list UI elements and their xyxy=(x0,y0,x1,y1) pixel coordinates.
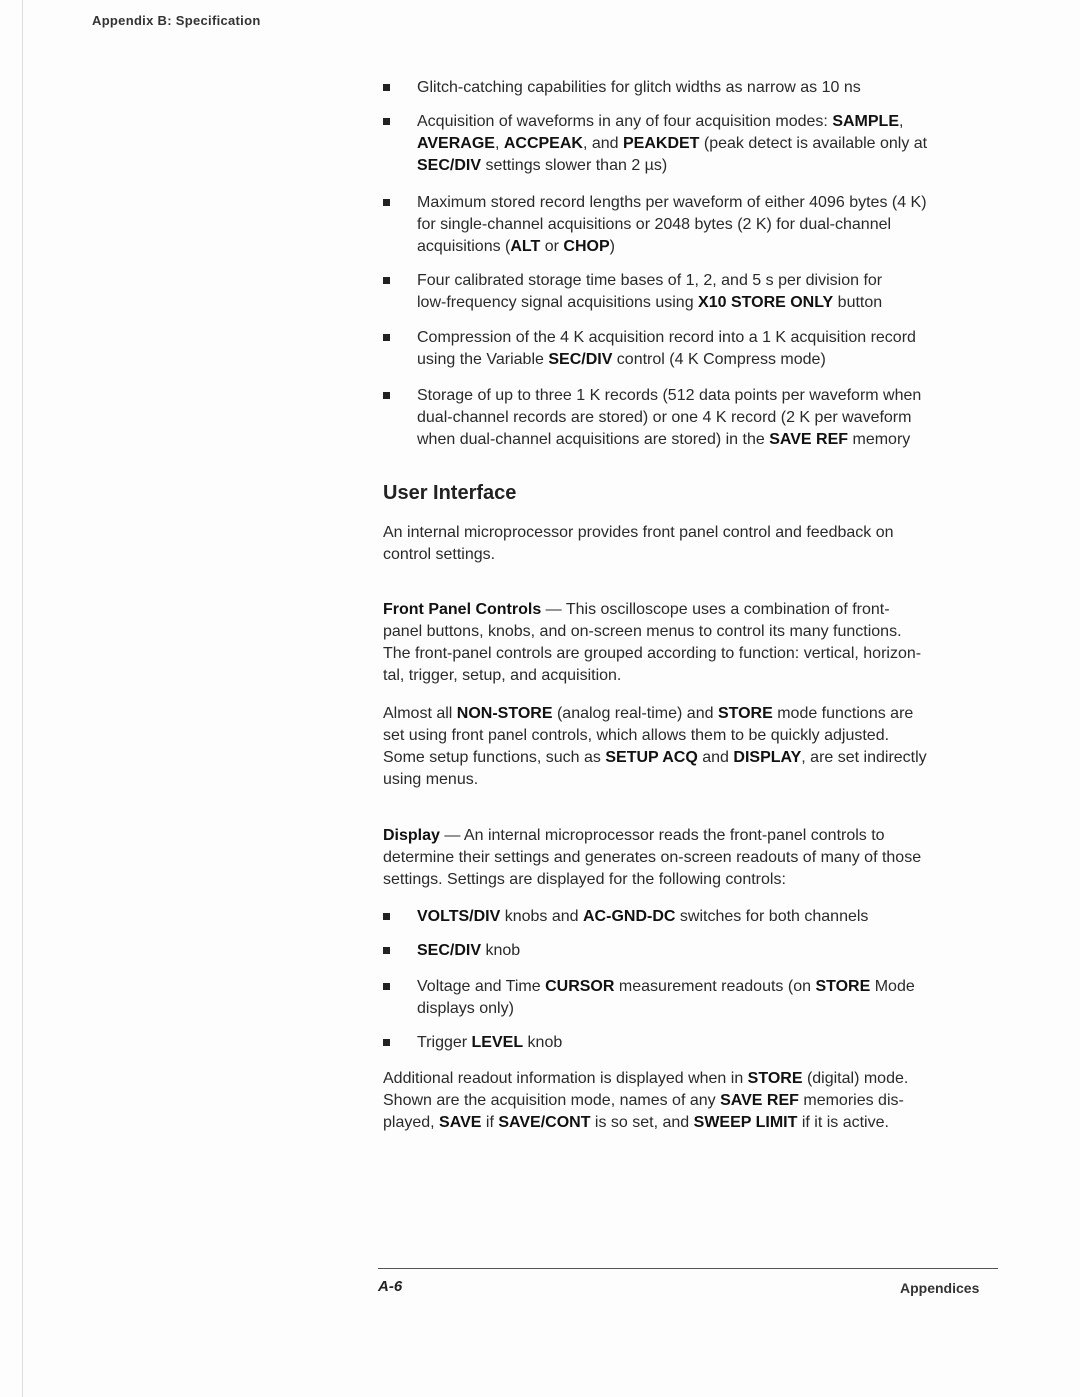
text-run: displays only) xyxy=(417,1000,514,1017)
text-line xyxy=(417,976,915,998)
intro-paragraph xyxy=(383,522,894,566)
text-line xyxy=(417,77,861,99)
list-item-text xyxy=(417,327,916,371)
running-header: Appendix B: Specification xyxy=(92,13,261,28)
text-line xyxy=(417,155,927,177)
text-line xyxy=(383,1068,908,1090)
text-run: when dual-channel acquisitions are stored) in the xyxy=(417,431,770,448)
bold-term: SAVE REF xyxy=(769,431,849,448)
text-line xyxy=(383,725,927,747)
text-run: control settings. xyxy=(383,546,496,563)
margin-line xyxy=(22,0,23,1397)
bullet-icon xyxy=(383,947,390,954)
text-run: and xyxy=(697,749,734,766)
bold-term: STORE xyxy=(815,978,871,995)
text-run: or xyxy=(540,238,564,255)
additional-readout-paragraph xyxy=(383,1068,908,1134)
bullet-icon xyxy=(383,277,390,284)
text-line xyxy=(417,292,882,314)
text-run: determine their settings and generates on-screen readouts of many of those xyxy=(383,849,922,866)
footer-section: Appendices xyxy=(900,1280,980,1296)
bold-term: AC-GND-DC xyxy=(583,908,676,925)
text-line xyxy=(417,940,520,962)
list-item-text xyxy=(417,270,882,314)
text-line xyxy=(417,407,921,429)
front-panel-paragraph xyxy=(383,599,921,687)
text-run: (analog real-time) and xyxy=(552,705,718,722)
bold-term: SETUP ACQ xyxy=(605,749,698,766)
bold-term: AVERAGE xyxy=(417,135,495,152)
bold-term: SEC/DIV xyxy=(548,351,613,368)
text-line xyxy=(417,998,915,1020)
text-line xyxy=(417,214,927,236)
text-run: knobs and xyxy=(500,908,583,925)
text-run: if it is active. xyxy=(797,1114,889,1131)
text-run: (digital) mode. xyxy=(802,1070,909,1087)
bold-term: SEC/DIV xyxy=(417,942,482,959)
text-line xyxy=(383,643,921,665)
text-run: Some setup functions, such as xyxy=(383,749,606,766)
text-line xyxy=(417,429,921,451)
text-run: memory xyxy=(848,431,911,448)
bold-term: CHOP xyxy=(563,238,610,255)
text-line xyxy=(417,133,927,155)
bold-term: CURSOR xyxy=(545,978,615,995)
bold-term: SWEEP LIMIT xyxy=(693,1114,798,1131)
text-run: button xyxy=(833,294,883,311)
bullet-icon xyxy=(383,983,390,990)
bold-term: SAVE/CONT xyxy=(498,1114,591,1131)
bold-term: PEAKDET xyxy=(622,135,700,152)
text-run: Trigger xyxy=(417,1034,472,1051)
bullet-icon xyxy=(383,118,390,125)
text-run: using the Variable xyxy=(417,351,549,368)
text-run: The front-panel controls are grouped according to function: vertical, horizon- xyxy=(383,645,922,662)
bold-term: SAVE REF xyxy=(720,1092,799,1109)
text-line xyxy=(417,111,927,133)
text-line xyxy=(417,192,927,214)
text-run: , xyxy=(494,135,504,152)
list-item-text xyxy=(417,906,868,928)
footer-rule xyxy=(378,1268,998,1269)
text-line xyxy=(383,522,894,544)
text-line xyxy=(383,1112,908,1134)
text-run: Additional readout information is displayed when in xyxy=(383,1070,748,1087)
text-line xyxy=(383,769,927,791)
text-line xyxy=(383,621,921,643)
text-line xyxy=(383,869,921,891)
text-line xyxy=(383,544,894,566)
text-run: ) xyxy=(609,238,615,255)
text-run: Maximum stored record lengths per waveform of either 4096 bytes (4 K) xyxy=(417,194,927,211)
text-run: — An internal microprocessor reads the front-panel controls to xyxy=(439,827,885,844)
text-run: is so set, and xyxy=(590,1114,694,1131)
bullet-icon xyxy=(383,334,390,341)
text-run: Glitch-catching capabilities for glitch widths as narrow as 10 ns xyxy=(417,79,861,96)
list-item-text xyxy=(417,111,927,177)
list-item-text xyxy=(417,192,927,258)
text-run: control (4 K Compress mode) xyxy=(612,351,826,368)
section-heading: User Interface xyxy=(383,482,517,504)
text-run: (peak detect is available only at xyxy=(699,135,928,152)
text-line xyxy=(417,906,868,928)
bold-term: SEC/DIV xyxy=(417,157,482,174)
text-run: knob xyxy=(481,942,521,959)
text-line xyxy=(417,385,921,407)
text-run: An internal microprocessor provides front panel control and feedback on xyxy=(383,524,894,541)
bold-term: SAVE xyxy=(439,1114,482,1131)
text-line xyxy=(383,599,921,621)
text-run: mode functions are xyxy=(772,705,914,722)
bold-term: ACCPEAK xyxy=(503,135,583,152)
text-run: using menus. xyxy=(383,771,479,788)
text-run: Shown are the acquisition mode, names of any xyxy=(383,1092,721,1109)
text-line xyxy=(417,270,882,292)
text-run: settings slower than 2 µs) xyxy=(481,157,668,174)
bullet-icon xyxy=(383,392,390,399)
text-line xyxy=(417,327,916,349)
text-line xyxy=(383,747,927,769)
text-line xyxy=(417,236,927,258)
text-run: panel buttons, knobs, and on-screen menus to control its many functions. xyxy=(383,623,902,640)
bold-term: ALT xyxy=(510,238,541,255)
text-run: , xyxy=(898,113,904,130)
page-number: A-6 xyxy=(378,1278,403,1295)
text-run: Four calibrated storage time bases of 1, 2, and 5 s per division for xyxy=(417,272,883,289)
text-run: memories dis- xyxy=(798,1092,904,1109)
text-line xyxy=(383,1090,908,1112)
bold-term: Display xyxy=(383,827,440,844)
text-run: Mode xyxy=(870,978,915,995)
text-run: Compression of the 4 K acquisition record into a 1 K acquisition record xyxy=(417,329,916,346)
bold-term: VOLTS/DIV xyxy=(417,908,501,925)
list-item-text xyxy=(417,385,921,451)
text-line xyxy=(383,703,927,725)
text-run: Almost all xyxy=(383,705,457,722)
text-run: measurement readouts (on xyxy=(614,978,816,995)
bold-term: SAMPLE xyxy=(832,113,899,130)
bold-term: NON-STORE xyxy=(456,705,553,722)
bold-term: DISPLAY xyxy=(733,749,802,766)
text-run: tal, trigger, setup, and acquisition. xyxy=(383,667,622,684)
list-item-text xyxy=(417,1032,562,1054)
text-run: for single-channel acquisitions or 2048 bytes (2 K) for dual-channel xyxy=(417,216,892,233)
bold-term: STORE xyxy=(747,1070,803,1087)
text-line xyxy=(417,1032,562,1054)
text-run: low-frequency signal acquisitions using xyxy=(417,294,699,311)
text-run: Voltage and Time xyxy=(417,978,546,995)
bullet-icon xyxy=(383,1039,390,1046)
text-run: switches for both channels xyxy=(675,908,869,925)
bold-term: Front Panel Controls xyxy=(383,601,542,618)
bullet-icon xyxy=(383,84,390,91)
bold-term: X10 STORE ONLY xyxy=(698,294,834,311)
list-item-text xyxy=(417,940,520,962)
text-run: Storage of up to three 1 K records (512 data points per waveform when xyxy=(417,387,922,404)
text-run: , are set indirectly xyxy=(801,749,927,766)
text-run: if xyxy=(481,1114,499,1131)
text-line xyxy=(417,349,916,371)
list-item-text xyxy=(417,976,915,1020)
text-run: played, xyxy=(383,1114,440,1131)
text-run: Acquisition of waveforms in any of four acquisition modes: xyxy=(417,113,833,130)
text-line xyxy=(383,825,921,847)
text-run: dual-channel records are stored) or one 4 K record (2 K per waveform xyxy=(417,409,912,426)
text-line xyxy=(383,847,921,869)
text-run: acquisitions ( xyxy=(417,238,511,255)
text-run: knob xyxy=(523,1034,563,1051)
bullet-icon xyxy=(383,199,390,206)
text-run: set using front panel controls, which allows them to be quickly adjusted. xyxy=(383,727,890,744)
store-modes-paragraph xyxy=(383,703,927,791)
bold-term: LEVEL xyxy=(471,1034,524,1051)
text-run: settings. Settings are displayed for the following controls: xyxy=(383,871,786,888)
bold-term: STORE xyxy=(717,705,773,722)
text-run: , and xyxy=(582,135,623,152)
bullet-icon xyxy=(383,913,390,920)
list-item-text xyxy=(417,77,861,99)
display-paragraph xyxy=(383,825,921,891)
text-line xyxy=(383,665,921,687)
text-run: — This oscilloscope uses a combination of front- xyxy=(541,601,890,618)
